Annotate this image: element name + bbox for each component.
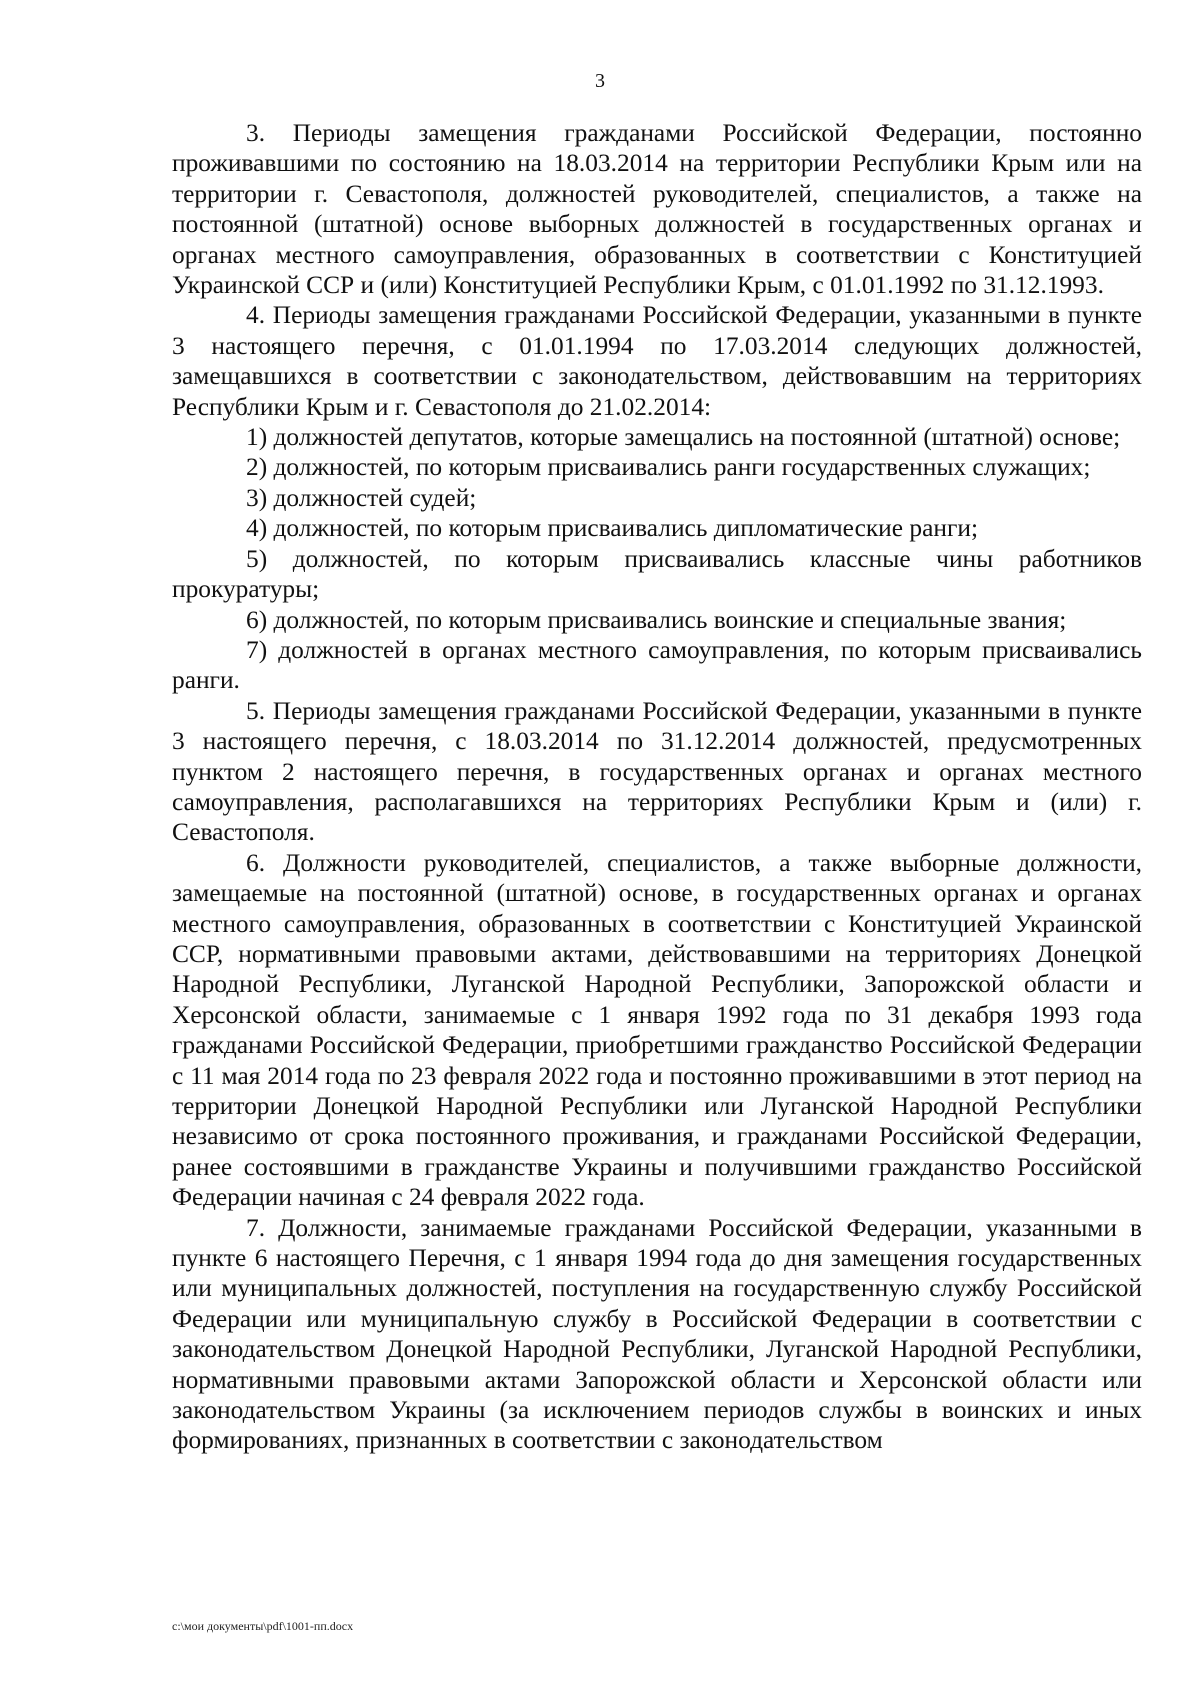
- paragraph-item-7: 7. Должности, занимаемые гражданами Российской Федерации, указанными в пункте 6 настоящего Перечня, с 1 января 1994 года до дня замещения государственных или муниципальных должностей, поступления на государственную службу Российской Федерации или муниципальную службу в Российской Федерации в соответствии с законодательством Донецкой Народной Республики, Луганской Народной Республики, нормативными правовыми актами Запорожской области и Херсонской области или законодательством Украины (за исключением периодов службы в воинских и иных формированиях, признанных в соответствии с законодательством: [172, 1213, 1142, 1455]
- subitem-6: 6) должностей, по которым присваивались воинские и специальные звания;: [246, 605, 1067, 634]
- document-body: [172, 118, 1142, 1456]
- subitem-1: 1) должностей депутатов, которые замещались на постоянной (штатной) основе;: [246, 423, 1121, 452]
- paragraph-item-5: 5. Периоды замещения гражданами Российской Федерации, указанными в пункте 3 настоящего перечня, с 18.03.2014 по 31.12.2014 должностей, предусмотренных пунктом 2 настоящего перечня, в государственных органах и органах местного самоуправления, располагавшихся на территориях Республики Крым и (или) г. Севастополя.: [172, 696, 1142, 847]
- paragraph-item-6: 6. Должности руководителей, специалистов, а также выборные должности, замещаемые на постоянной (штатной) основе, в государственных органах и органах местного самоуправления, образованных в соответствии с Конституцией Украинской ССР, нормативными правовыми актами, действовавшими на территориях Донецкой Народной Республики, Луганской Народной Республики, Запорожской области и Херсонской области, занимаемые с 1 января 1992 года по 31 декабря 1993 года гражданами Российской Федерации, приобретшими гражданство Российской Федерации с 11 мая 2014 года по 23 февраля 2022 года и постоянно проживавшими в этот период на территории Донецкой Народной Республики или Луганской Народной Республики независимо от срока постоянного проживания, и гражданами Российской Федерации, ранее состоявшими в гражданстве Украины и получившими гражданство Российской Федерации начиная с 24 февраля 2022 года.: [172, 848, 1142, 1212]
- subitem-7: 7) должностей в органах местного самоуправления, по которым присваивались ранги.: [172, 635, 1142, 695]
- subitem-3: 3) должностей судей;: [246, 483, 477, 512]
- subitem-2: 2) должностей, по которым присваивались ранги государственных служащих;: [246, 453, 1091, 482]
- subitem-5: 5) должностей, по которым присваивались классные чины работников прокуратуры;: [172, 544, 1142, 604]
- page-number: 3: [595, 70, 605, 92]
- paragraph-item-4: 4. Периоды замещения гражданами Российской Федерации, указанными в пункте 3 настоящего перечня, с 01.01.1994 по 17.03.2014 следующих должностей, замещавшихся в соответствии с законодательством, действовавшим на территориях Республики Крым и г. Севастополя до 21.02.2014:: [172, 301, 1142, 421]
- file-path-footer: с:\мои документы\pdf\1001-пп.docx: [172, 1619, 354, 1633]
- paragraph-item-3: 3. Периоды замещения гражданами Российской Федерации, постоянно проживавшими по состоянию на 18.03.2014 на территории Республики Крым или на территории г. Севастополя, должностей руководителей, специалистов, а также на постоянной (штатной) основе выборных должностей в государственных органах и органах местного самоуправления, образованных в соответствии с Конституцией Украинской ССР и (или) Конституцией Республики Крым, с 01.01.1992 по 31.12.1993.: [172, 119, 1142, 300]
- subitem-4: 4) должностей, по которым присваивались дипломатические ранги;: [246, 514, 979, 543]
